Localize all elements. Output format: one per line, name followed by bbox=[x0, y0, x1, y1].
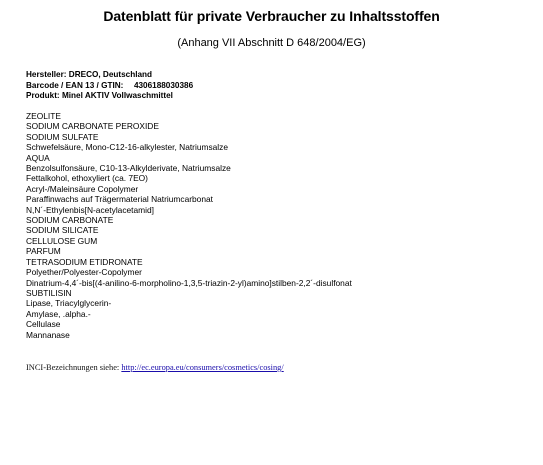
ingredient-list bbox=[26, 111, 352, 340]
ingredient-item: SODIUM SILICATE bbox=[26, 225, 99, 236]
ingredient-item: Polyether/Polyester-Copolymer bbox=[26, 267, 142, 278]
product-value: Minel AKTIV Vollwaschmittel bbox=[61, 91, 173, 100]
ingredient-item: N,N´-Ethylenbis[N-acetylacetamid] bbox=[26, 204, 154, 215]
ingredient-item: Acryl-/Maleinsäure Copolymer bbox=[26, 183, 139, 194]
inci-reference bbox=[26, 363, 284, 373]
ingredient-item: Amylase, .alpha.- bbox=[26, 308, 91, 319]
ingredient-item: Mannanase bbox=[26, 329, 70, 340]
barcode-row bbox=[26, 81, 193, 92]
ingredient-item: AQUA bbox=[26, 152, 50, 163]
product-label: Produkt: bbox=[26, 91, 60, 100]
ingredient-item: TETRASODIUM ETIDRONATE bbox=[26, 256, 143, 267]
page-title: Datenblatt für private Verbraucher zu Inhaltsstoffen bbox=[103, 8, 440, 24]
manufacturer-value: DRECO, Deutschland bbox=[68, 70, 153, 79]
ingredient-item: Schwefelsäure, Mono-C12-16-alkylester, Natriumsalze bbox=[26, 142, 229, 153]
product-info bbox=[26, 70, 193, 102]
ingredient-item: Fettalkohol, ethoxyliert (ca. 7EO) bbox=[26, 173, 148, 184]
cosing-link[interactable]: http://ec.europa.eu/consumers/cosmetics/cosing/ bbox=[121, 363, 284, 372]
ingredient-item: CELLULOSE GUM bbox=[26, 235, 98, 246]
ingredient-item: ZEOLITE bbox=[26, 111, 61, 121]
page-subtitle: (Anhang VII Abschnitt D 648/2004/EG) bbox=[177, 37, 366, 49]
manufacturer-row bbox=[26, 70, 193, 81]
ingredient-item: PARFUM bbox=[26, 246, 61, 257]
ingredient-item: SODIUM SULFATE bbox=[26, 131, 99, 142]
inci-reference-text: INCI-Bezeichnungen siehe: bbox=[26, 363, 120, 372]
product-row bbox=[26, 91, 193, 102]
barcode-label: Barcode / EAN 13 / GTIN: bbox=[26, 80, 124, 90]
ingredient-item: Dinatrium-4,4´-bis[(4-anilino-6-morpholino-1,3,5-triazin-2-yl)amino]stilben-2,2´-disulfonat bbox=[26, 277, 352, 288]
ingredient-item: Lipase, Triacylglycerin- bbox=[26, 298, 112, 309]
ingredient-item: SODIUM CARBONATE PEROXIDE bbox=[26, 121, 159, 132]
ingredient-item: SODIUM CARBONATE bbox=[26, 215, 114, 226]
manufacturer-label: Hersteller: bbox=[26, 70, 67, 79]
barcode-value: 4306188030386 bbox=[133, 80, 194, 90]
ingredient-item: Benzolsulfonsäure, C10-13-Alkylderivate, Natriumsalze bbox=[26, 163, 231, 174]
ingredient-item: Cellulase bbox=[26, 319, 61, 330]
ingredient-item: SUBTILISIN bbox=[26, 287, 72, 298]
ingredient-item: Paraffinwachs auf Trägermaterial Natriumcarbonat bbox=[26, 194, 213, 205]
